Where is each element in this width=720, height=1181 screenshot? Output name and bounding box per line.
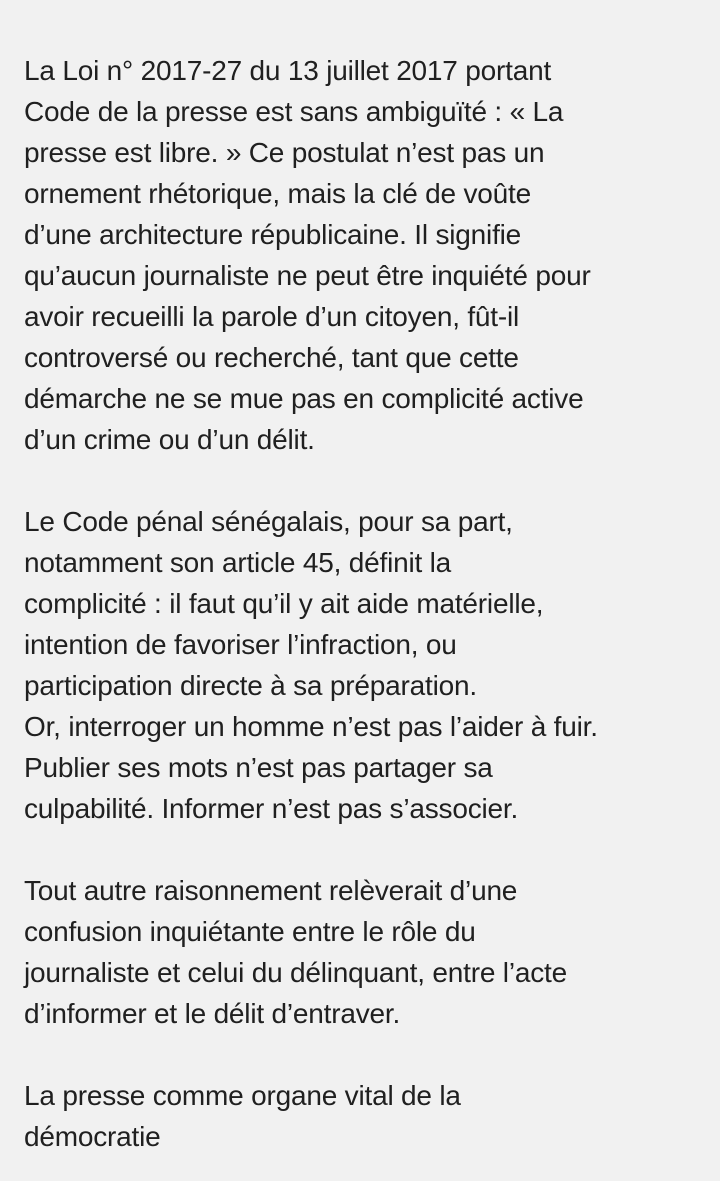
paragraph-line: d’une architecture républicaine. Il signifie: [24, 219, 522, 250]
paragraph-line: La presse comme organe vital de la: [24, 1080, 461, 1111]
paragraph-line: culpabilité. Informer n’est pas s’associer.: [24, 793, 519, 824]
paragraph-line: complicité : il faut qu’il y ait aide matérielle,: [24, 588, 544, 619]
paragraph-line: participation directe à sa préparation.: [24, 670, 477, 701]
article-paragraph-1: [24, 50, 720, 460]
paragraph-line: journaliste et celui du délinquant, entre l’acte: [24, 957, 567, 988]
paragraph-line: confusion inquiétante entre le rôle du: [24, 916, 476, 947]
paragraph-line: démarche ne se mue pas en complicité active: [24, 383, 584, 414]
paragraph-line: avoir recueilli la parole d’un citoyen, fût-il: [24, 301, 520, 332]
paragraph-line: notamment son article 45, définit la: [24, 547, 452, 578]
paragraph-line: Or, interroger un homme n’est pas l’aider à fuir.: [24, 711, 598, 742]
paragraph-line: d’un crime ou d’un délit.: [24, 424, 315, 455]
paragraph-line: Publier ses mots n’est pas partager sa: [24, 752, 493, 783]
paragraph-line: La Loi n° 2017-27 du 13 juillet 2017 portant: [24, 55, 552, 86]
paragraph-line: Tout autre raisonnement relèverait d’une: [24, 875, 518, 906]
article-paragraph-4: [24, 1075, 720, 1157]
paragraph-line: Code de la presse est sans ambiguïté : « La: [24, 96, 564, 127]
paragraph-line: ornement rhétorique, mais la clé de voûte: [24, 178, 531, 209]
article-paragraph-2: [24, 501, 720, 829]
paragraph-line: controversé ou recherché, tant que cette: [24, 342, 519, 373]
paragraph-line: d’informer et le délit d’entraver.: [24, 998, 401, 1029]
paragraph-line: presse est libre. » Ce postulat n’est pas un: [24, 137, 545, 168]
paragraph-line: démocratie: [24, 1121, 161, 1152]
paragraph-line: Le Code pénal sénégalais, pour sa part,: [24, 506, 513, 537]
article-paragraph-3: [24, 870, 720, 1034]
paragraph-line: qu’aucun journaliste ne peut être inquiété pour: [24, 260, 591, 291]
paragraph-line: intention de favoriser l’infraction, ou: [24, 629, 457, 660]
